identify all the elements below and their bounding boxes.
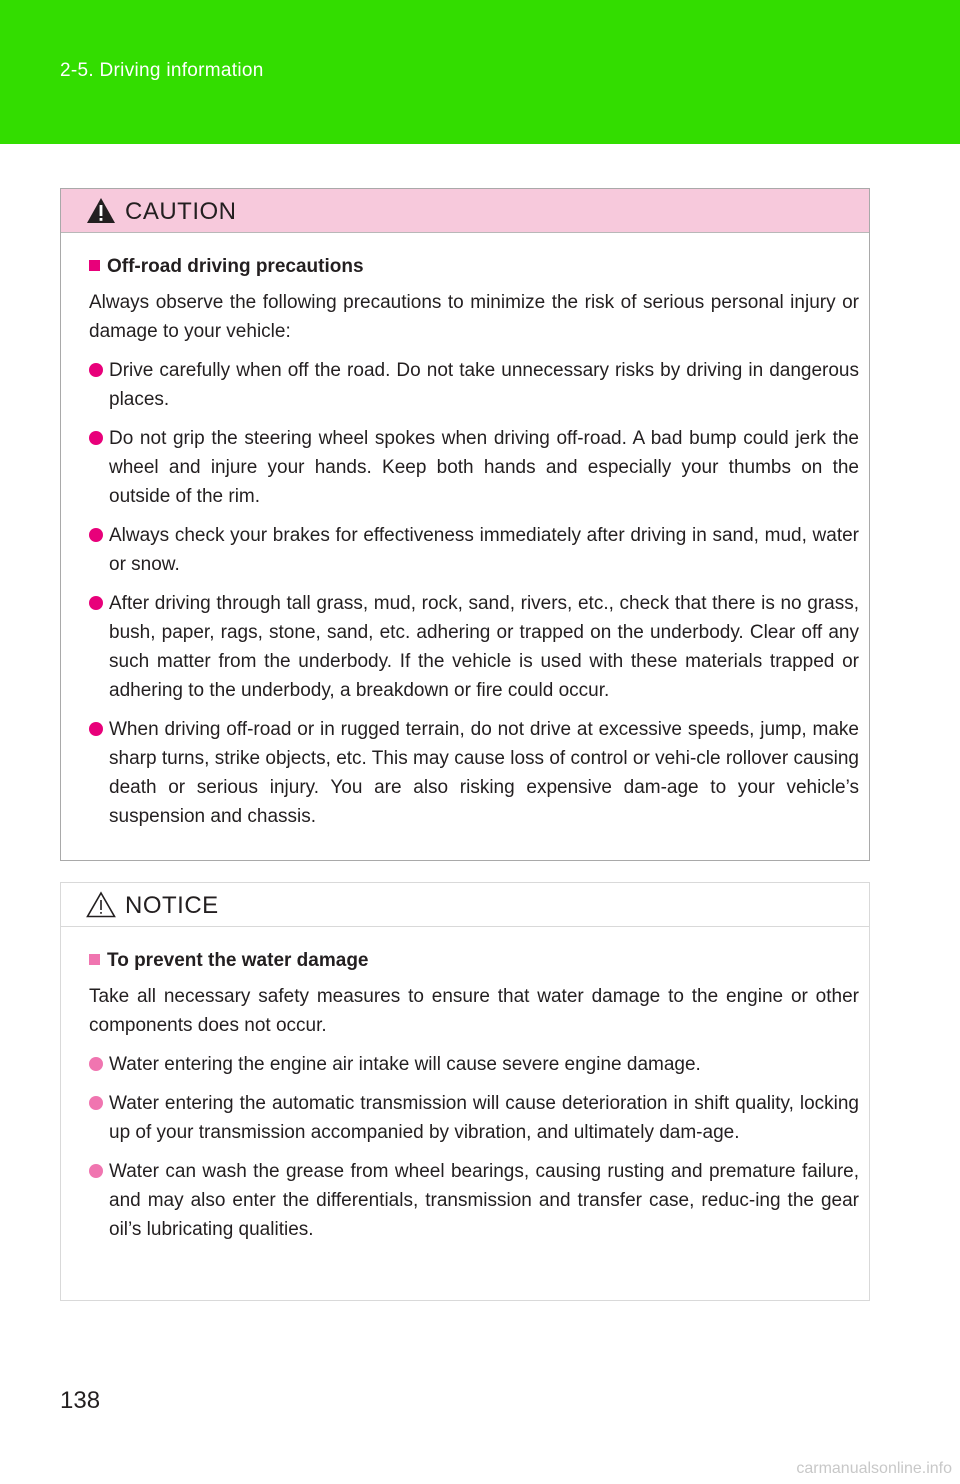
notice-item-text: Water entering the engine air intake will cause severe engine damage.	[109, 1054, 701, 1075]
notice-item-text: Water entering the automatic transmission will cause deterioration in shift quality, locking up of your transmission accompanied by vibration, and ultimately dam-age.	[109, 1093, 859, 1143]
caution-box	[60, 188, 870, 861]
notice-item	[89, 1157, 859, 1244]
caution-title-bar	[61, 189, 869, 233]
warning-triangle-filled-icon	[86, 197, 116, 224]
page-number: 138	[60, 1387, 101, 1414]
circle-bullet-icon	[89, 722, 103, 736]
notice-heading	[89, 948, 859, 974]
caution-item-text: After driving through tall grass, mud, rock, sand, rivers, etc., check that there is no grass, bush, paper, rags, stone, sand, etc. adhering or trapped on the underbody. Clear off any such matter from the underbody. If the vehicle is used with these materials trapped or adhering to the underbody, a breakdown or fire could occur.	[109, 593, 859, 701]
notice-item	[89, 1089, 859, 1147]
caution-item-text: Do not grip the steering wheel spokes when driving off-road. A bad bump could jerk the wheel and injure your hands. Keep both hands and especially your thumbs on the outside of the rim.	[109, 428, 859, 507]
chapter-header	[0, 0, 960, 144]
watermark: carmanualsonline.info	[796, 1460, 952, 1477]
caution-item	[89, 715, 859, 831]
caution-item	[89, 521, 859, 579]
square-bullet-icon	[89, 954, 100, 965]
section-title: 2-5. Driving information	[60, 60, 264, 81]
caution-item-text: Always check your brakes for effectiveness immediately after driving in sand, mud, water or snow.	[109, 525, 859, 575]
circle-bullet-icon	[89, 363, 103, 377]
caution-body	[61, 254, 869, 831]
circle-bullet-icon	[89, 528, 103, 542]
square-bullet-icon	[89, 260, 100, 271]
notice-intro: Take all necessary safety measures to ensure that water damage to the engine or other components does not occur.	[89, 986, 859, 1036]
notice-item-text: Water can wash the grease from wheel bearings, causing rusting and premature failure, and may also enter the differentials, transmission and transfer case, reduc-ing the gear oil’s lubricating qualities.	[109, 1161, 859, 1240]
warning-triangle-outline-icon	[86, 891, 116, 918]
circle-bullet-icon	[89, 1096, 103, 1110]
notice-title: NOTICE	[125, 892, 219, 919]
caution-item	[89, 589, 859, 705]
circle-bullet-icon	[89, 1164, 103, 1178]
circle-bullet-icon	[89, 596, 103, 610]
caution-item-text: When driving off-road or in rugged terrain, do not drive at excessive speeds, jump, make sharp turns, strike objects, etc. This may cause loss of control or vehi-cle rollover causing death or serious injury. You are also risking expensive dam-age to your vehicle’s suspension and chassis.	[109, 719, 859, 827]
notice-heading-text: To prevent the water damage	[107, 950, 369, 971]
notice-box	[60, 882, 870, 1301]
caution-heading	[89, 254, 859, 280]
circle-bullet-icon	[89, 1057, 103, 1071]
caution-item-text: Drive carefully when off the road. Do not take unnecessary risks by driving in dangerous places.	[109, 360, 859, 410]
caution-item	[89, 424, 859, 511]
caution-title: CAUTION	[125, 198, 237, 225]
notice-item	[89, 1050, 859, 1079]
circle-bullet-icon	[89, 431, 103, 445]
caution-heading-text: Off-road driving precautions	[107, 256, 364, 277]
caution-item	[89, 356, 859, 414]
notice-body	[61, 948, 869, 1244]
caution-intro: Always observe the following precautions to minimize the risk of serious personal injury or damage to your vehicle:	[89, 292, 859, 342]
notice-title-bar	[61, 883, 869, 927]
